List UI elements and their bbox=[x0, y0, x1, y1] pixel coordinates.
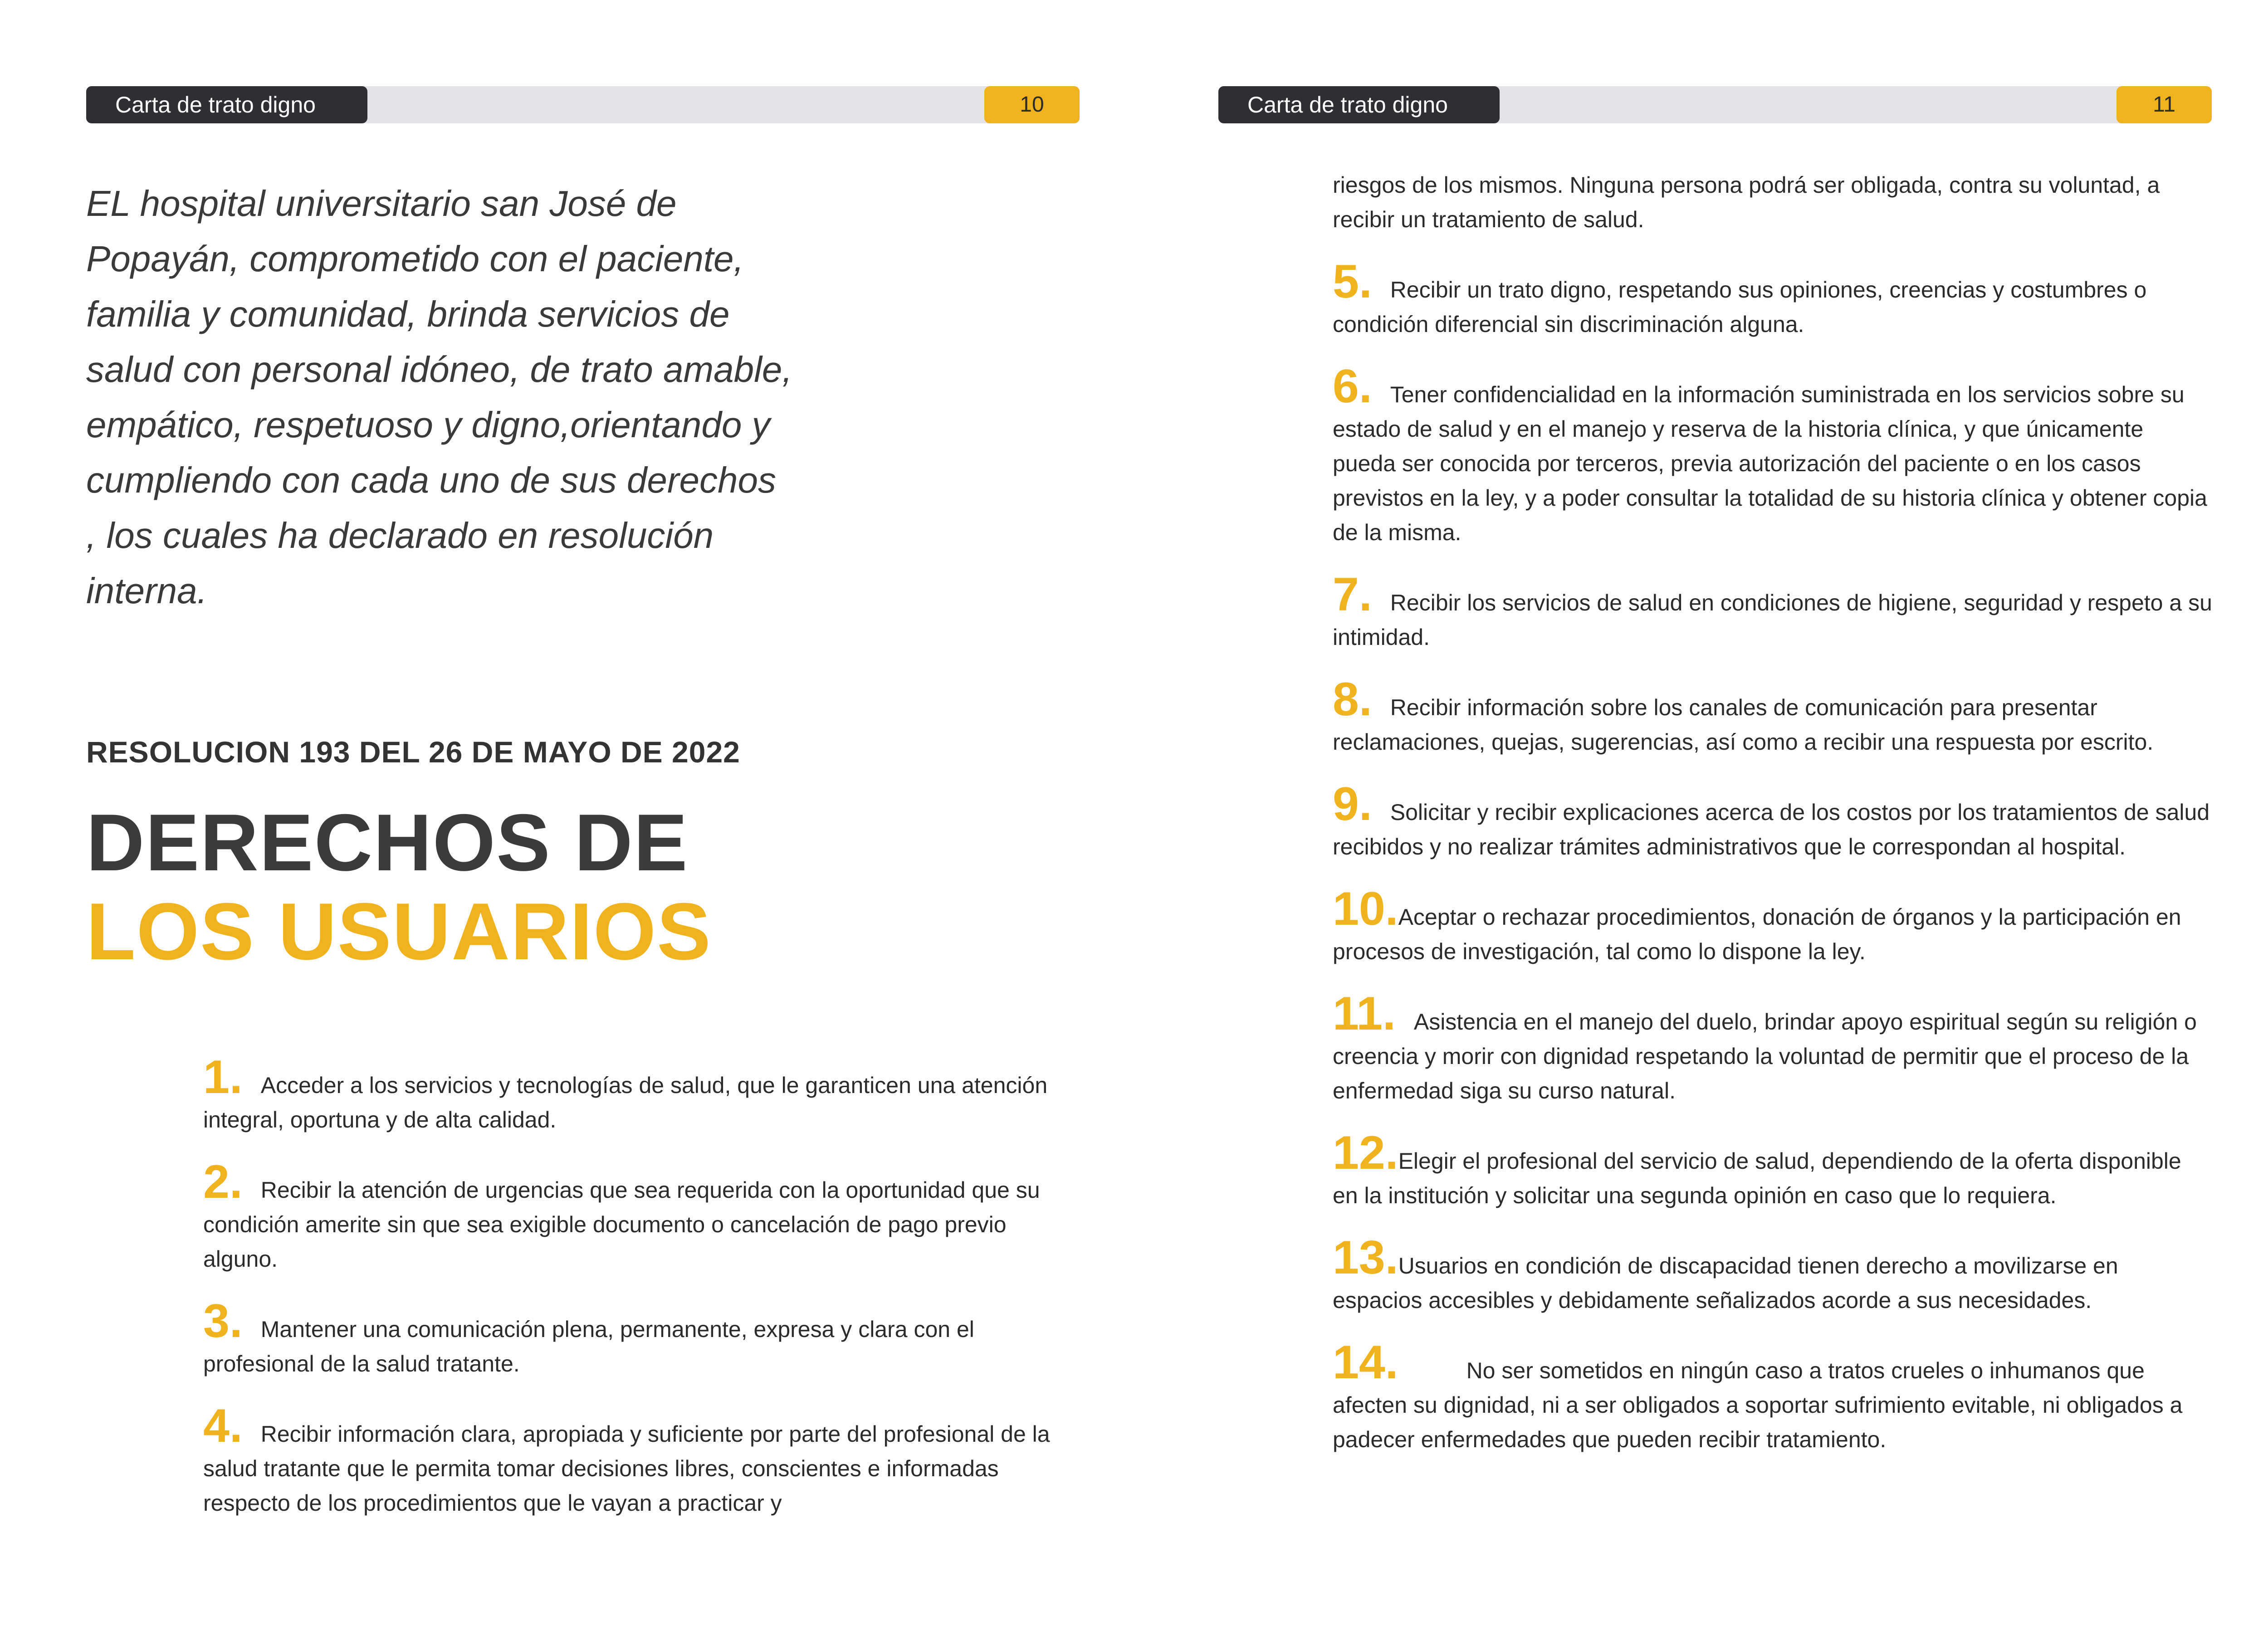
right-text: Recibir los servicios de salud en condiciones de higiene, seguridad y respeto a su intimidad. bbox=[1333, 590, 2212, 650]
right-number: 12. bbox=[1333, 1127, 1398, 1179]
right-number: 11. bbox=[1333, 987, 1396, 1040]
right-number: 9. bbox=[1333, 778, 1372, 830]
right-text: Asistencia en el manejo del duelo, brindar apoyo espiritual según su religión o creencia y morir con dignidad respetando la voluntad de permitir que el proceso de la enfermedad siga su curso natural. bbox=[1333, 1009, 2197, 1103]
right-text: Recibir un trato digno, respetando sus opiniones, creencias y costumbres o condición diferencial sin discriminación alguna. bbox=[1333, 277, 2147, 337]
right-number: 3. bbox=[203, 1295, 243, 1347]
right-item bbox=[1333, 1231, 2213, 1318]
right-number: 13. bbox=[1333, 1231, 1398, 1284]
right-item bbox=[1333, 1336, 2213, 1457]
page-number-right: 11 bbox=[2116, 86, 2212, 123]
right-number: 5. bbox=[1333, 255, 1372, 308]
right-item bbox=[1333, 255, 2213, 342]
right-number: 10. bbox=[1333, 883, 1398, 935]
right-text: Recibir la atención de urgencias que sea requerida con la oportunidad que su condición amerite sin que sea exigible documento o cancelación de pago previo alguno. bbox=[203, 1177, 1040, 1272]
intro-paragraph: EL hospital universitario san José de Popayán, comprometido con el paciente, familia y comunidad, brinda servicios de salud con personal idóneo, de trato amable, empático, respetuoso y digno,orientando y cumpliendo con cada uno de sus derechos , los cuales ha declarado en resolución interna. bbox=[86, 183, 792, 611]
right-item bbox=[1333, 568, 2213, 654]
right-number: 7. bbox=[1333, 568, 1372, 621]
continuation-text: riesgos de los mismos. Ninguna persona podrá ser obligada, contra su voluntad, a recibir un tratamiento de salud. bbox=[1333, 172, 2160, 232]
right-text: Tener confidencialidad en la información suministrada en los servicios sobre su estado de salud y en el manejo y reserva de la historia clínica, y que únicamente pueda ser conocida por terceros, previa autorización del paciente o en los casos previstos en la ley, y a poder consultar la totalidad de su historia clínica y obtener copia de la misma. bbox=[1333, 382, 2207, 545]
right-item bbox=[1333, 987, 2213, 1108]
right-item bbox=[1333, 778, 2213, 864]
resolution-heading: RESOLUCION 193 DEL 26 DE MAYO DE 2022 bbox=[86, 735, 740, 769]
right-text: Solicitar y recibir explicaciones acerca de los costos por los tratamientos de salud recibidos y no realizar trámites administrativos que le correspondan al hospital. bbox=[1333, 800, 2210, 859]
right-item bbox=[1333, 673, 2213, 759]
rights-list-left bbox=[203, 1051, 1083, 1554]
right-number: 14. bbox=[1333, 1336, 1398, 1389]
right-item bbox=[203, 1295, 1083, 1381]
right-item bbox=[203, 1156, 1083, 1276]
header-bar-right bbox=[1218, 86, 2212, 123]
right-text: Recibir información sobre los canales de comunicación para presentar reclamaciones, quejas, sugerencias, así como a recibir una respuesta por escrito. bbox=[1333, 695, 2154, 755]
page-number-left: 10 bbox=[984, 86, 1080, 123]
right-number: 1. bbox=[203, 1051, 243, 1103]
right-item bbox=[203, 1400, 1083, 1520]
right-number: 2. bbox=[203, 1156, 243, 1208]
header-title-left: Carta de trato digno bbox=[86, 86, 367, 123]
right-text: Usuarios en condición de discapacidad tienen derecho a movilizarse en espacios accesibles y debidamente señalizados acorde a sus necesidades. bbox=[1333, 1253, 2118, 1313]
header-title-right: Carta de trato digno bbox=[1218, 86, 1500, 123]
right-text: Recibir información clara, apropiada y suficiente por parte del profesional de la salud tratante que le permita tomar decisiones libres, conscientes e informadas respecto de los procedimientos que le vayan a practicar y bbox=[203, 1421, 1050, 1516]
right-text: Aceptar o rechazar procedimientos, donación de órganos y la participación en procesos de investigación, tal como lo dispone la ley. bbox=[1333, 904, 2181, 964]
right-number: 4. bbox=[203, 1400, 243, 1452]
right-item bbox=[203, 1051, 1083, 1137]
right-number: 6. bbox=[1333, 360, 1372, 413]
rights-list-right bbox=[1333, 168, 2213, 1490]
header-bar-left bbox=[86, 86, 1080, 123]
right-text: Elegir el profesional del servicio de salud, dependiendo de la oferta disponible en la institución y solicitar una segunda opinión en caso que lo requiera. bbox=[1333, 1148, 2181, 1208]
right-text: Mantener una comunicación plena, permanente, expresa y clara con el profesional de la salud tratante. bbox=[203, 1317, 974, 1376]
page-title-line2: LOS USUARIOS bbox=[86, 886, 712, 976]
right-number: 8. bbox=[1333, 673, 1372, 726]
right-item bbox=[1333, 1127, 2213, 1213]
right-item bbox=[1333, 883, 2213, 969]
right-text: Acceder a los servicios y tecnologías de salud, que le garanticen una atención integral, oportuna y de alta calidad. bbox=[203, 1073, 1048, 1132]
page-title-line1: DERECHOS DE bbox=[86, 797, 689, 888]
right-text: No ser sometidos en ningún caso a tratos crueles o inhumanos que afecten su dignidad, ni a ser obligados a soportar sufrimiento evitable, ni obligados a padecer enfermedades que pueden recibir tratamiento. bbox=[1333, 1358, 2183, 1452]
page-title bbox=[86, 798, 712, 976]
right-item bbox=[1333, 360, 2213, 550]
